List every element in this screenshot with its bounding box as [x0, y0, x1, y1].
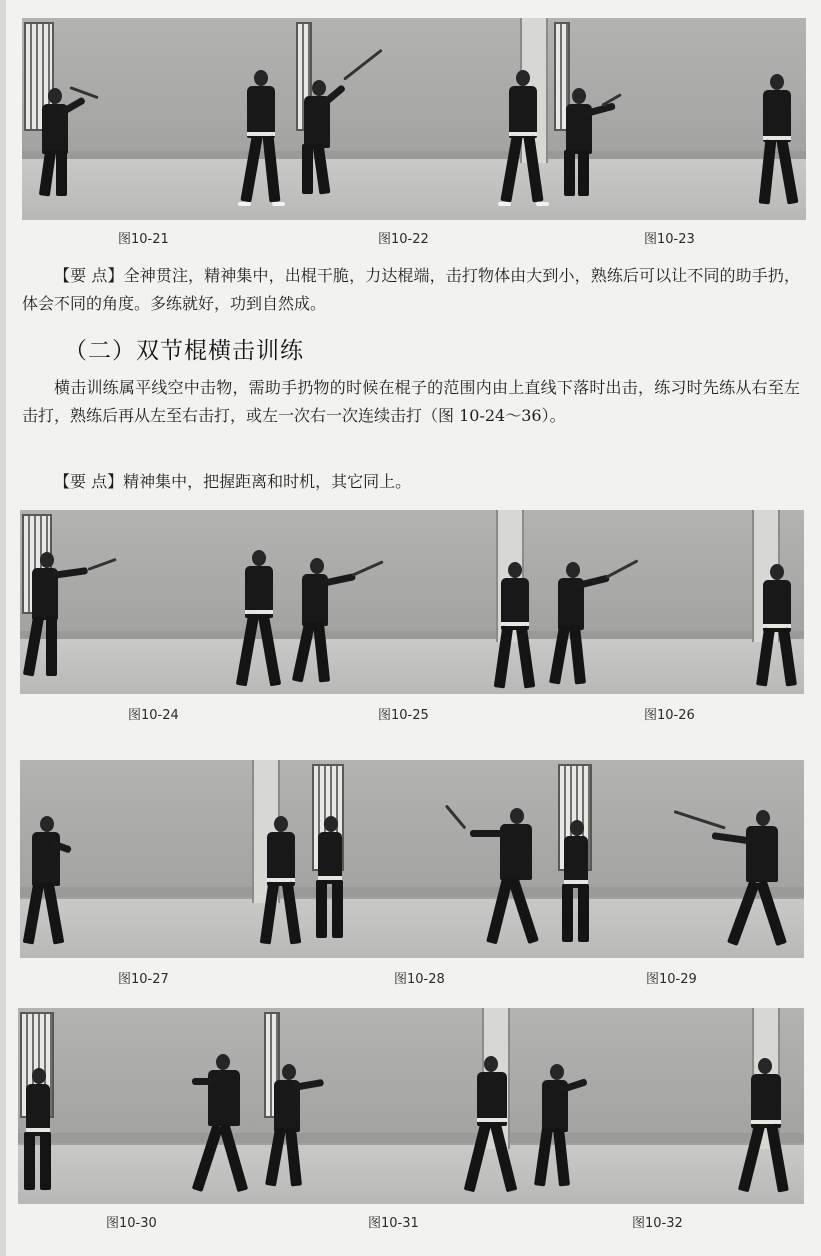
photo-10-27: [20, 760, 310, 958]
page-edge: [0, 0, 6, 1256]
key-point-1-label: 【要 点】: [54, 266, 124, 285]
photo-10-25: [290, 510, 546, 694]
key-point-1: [22, 262, 800, 318]
caption-fig-10-24: 图10-24: [128, 708, 179, 723]
caption-fig-10-29: 图10-29: [646, 972, 697, 987]
key-point-1-text: 全神贯注，精神集中，出棍干脆，力达棍端，击打物体由大到小，熟练后可以让不同的助手扔，体会不同的角度。多练就好，功到自然成。: [22, 266, 800, 313]
caption-fig-10-31: 图10-31: [368, 1216, 419, 1231]
caption-fig-10-28: 图10-28: [394, 972, 445, 987]
photo-10-22: [294, 18, 552, 220]
photo-10-28: [310, 760, 556, 958]
photo-10-31: [262, 1008, 532, 1204]
photo-10-32: [532, 1008, 804, 1204]
caption-fig-10-26: 图10-26: [644, 708, 695, 723]
caption-fig-10-32: 图10-32: [632, 1216, 683, 1231]
caption-fig-10-27: 图10-27: [118, 972, 169, 987]
photo-10-26: [546, 510, 804, 694]
photo-10-29: [556, 760, 804, 958]
caption-fig-10-21: 图10-21: [118, 232, 169, 247]
caption-fig-10-25: 图10-25: [378, 708, 429, 723]
photo-10-24: [20, 510, 290, 694]
key-point-2-label: 【要 点】: [54, 472, 124, 491]
caption-fig-10-23: 图10-23: [644, 232, 695, 247]
body-paragraph: 横击训练属平线空中击物，需助手扔物的时候在棍子的范围内由上直线下落时出击，练习时先练从右至左击打，熟练后再从左至右击打，或左一次右一次连续击打（图 10-24～36）。: [22, 378, 800, 425]
photo-10-23: [552, 18, 806, 220]
photo-10-30: [18, 1008, 262, 1204]
key-point-2-text: 精神集中，把握距离和时机，其它同上。: [123, 472, 412, 491]
photo-10-21: [22, 18, 294, 220]
key-point-2: [22, 468, 800, 496]
section-heading: （二）双节棍横击训练: [64, 338, 304, 364]
caption-fig-10-22: 图10-22: [378, 232, 429, 247]
caption-fig-10-30: 图10-30: [106, 1216, 157, 1231]
